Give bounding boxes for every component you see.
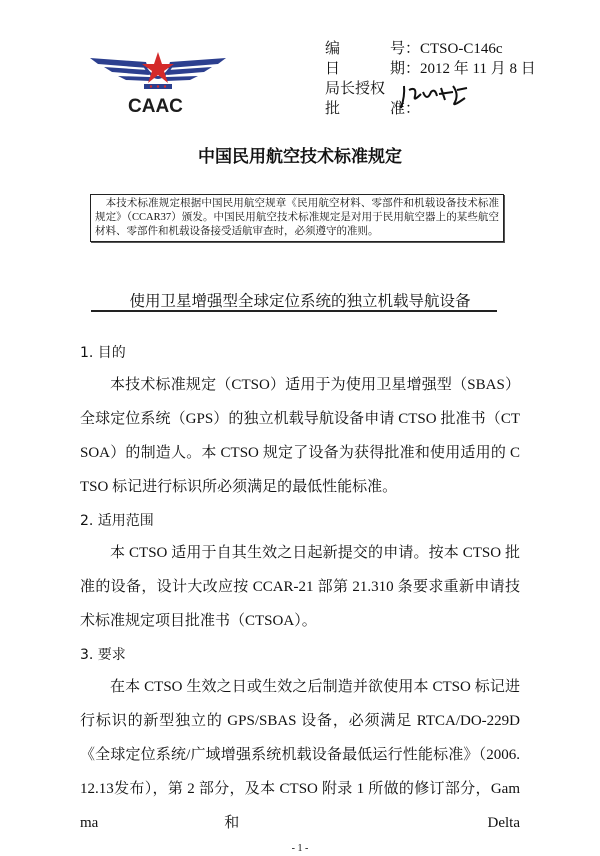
meta-label-part: 编 xyxy=(325,41,341,57)
signature xyxy=(395,82,475,112)
notice-line: 某些航空材料、零部件和机载设备接受适航审查时，必须遵守的准则。 xyxy=(95,212,500,237)
caac-wings-icon xyxy=(88,40,228,100)
paragraph-line: 在本 CTSO 生效之日或生效之后制造并欲使用本 CTSO 标记进行 xyxy=(80,679,520,729)
paragraph xyxy=(80,368,520,504)
meta-label xyxy=(325,59,405,79)
meta-label-part: 准 xyxy=(389,101,405,117)
page-number: - 1 - xyxy=(291,843,309,854)
section xyxy=(80,338,520,504)
meta-row xyxy=(325,39,545,59)
meta-label xyxy=(325,99,405,119)
meta-value: CTSO-C146c xyxy=(420,41,503,57)
subtitle-rule xyxy=(91,310,497,312)
paragraph-line: 本技术标准规定（CTSO）适用于为使用卫星增强型（SBAS）全 xyxy=(80,377,520,427)
meta-value: 2012 年 11 月 8 日 xyxy=(420,61,536,77)
paragraph xyxy=(80,536,520,638)
colon: ： xyxy=(405,61,421,77)
paragraph-line: 的制造人。本 CTSO 规定了设备为获得批准和使用适用的 CTSO 标记 xyxy=(80,445,520,495)
paragraph-line: 标识的新型独立的 GPS/SBAS 设备，必须满足 RTCA/DO-229D《全 xyxy=(80,713,520,763)
meta-row xyxy=(325,59,545,79)
signature-icon xyxy=(395,82,475,112)
section-heading: 3. 要求 xyxy=(80,647,126,663)
section-heading: 1. 目的 xyxy=(80,345,126,361)
document-body xyxy=(80,338,520,856)
meta-label xyxy=(325,79,405,99)
section xyxy=(80,506,520,638)
section-heading: 2. 适用范围 xyxy=(80,513,154,529)
paragraph-line: 本 CTSO 适用于自其生效之日起新提交的申请。按本 CTSO 批准 xyxy=(80,545,520,595)
paragraph-line: 球定位系统（GPS）的独立机载导航设备申请 CTSO 批准书（CTSOA） xyxy=(80,411,520,461)
meta-label-part: 批 xyxy=(325,101,341,117)
meta-label-part: 号 xyxy=(389,41,405,57)
meta-label xyxy=(325,39,405,59)
notice-line: 本技术标准规定根据中国民用航空规章《民用航空材料、零部件和机载设备技术 xyxy=(95,198,478,209)
paragraph xyxy=(80,670,520,840)
caac-logo xyxy=(88,40,228,120)
paragraph-line: 准规定项目批准书（CTSOA）。 xyxy=(110,613,317,629)
standard-subtitle: 使用卫星增强型全球定位系统的独立机载导航设备 xyxy=(129,292,471,310)
meta-label-part: 局长授权 xyxy=(325,81,386,97)
document-title: 中国民用航空技术标准规定 xyxy=(198,147,402,167)
colon: ： xyxy=(405,101,421,117)
colon: ： xyxy=(405,41,421,57)
meta-label-part: 期 xyxy=(389,61,405,77)
notice-box xyxy=(90,194,504,242)
notice-line: 标准规定》（CCAR37）颁发。中国民用航空技术标准规定是对用于民用航空器上的 xyxy=(95,198,500,223)
paragraph-line: 的设备，设计大改应按 CCAR-21 部第 21.310 条要求重新申请技术标 xyxy=(80,579,520,629)
logo-text: CAAC xyxy=(128,96,183,117)
paragraph-line: 进行标识所必须满足的最低性能标准。 xyxy=(142,479,398,495)
meta-label-part: 日 xyxy=(325,61,341,77)
section xyxy=(80,640,520,840)
paragraph-line: 发布），第 2 部分，及本 CTSO 附录 1 所做的修订部分，Gamma 和 Delta xyxy=(80,781,520,831)
paragraph-line: 球定位系统/广域增强系统机载设备最低运行性能标准》（2006.12.13 xyxy=(80,747,520,797)
